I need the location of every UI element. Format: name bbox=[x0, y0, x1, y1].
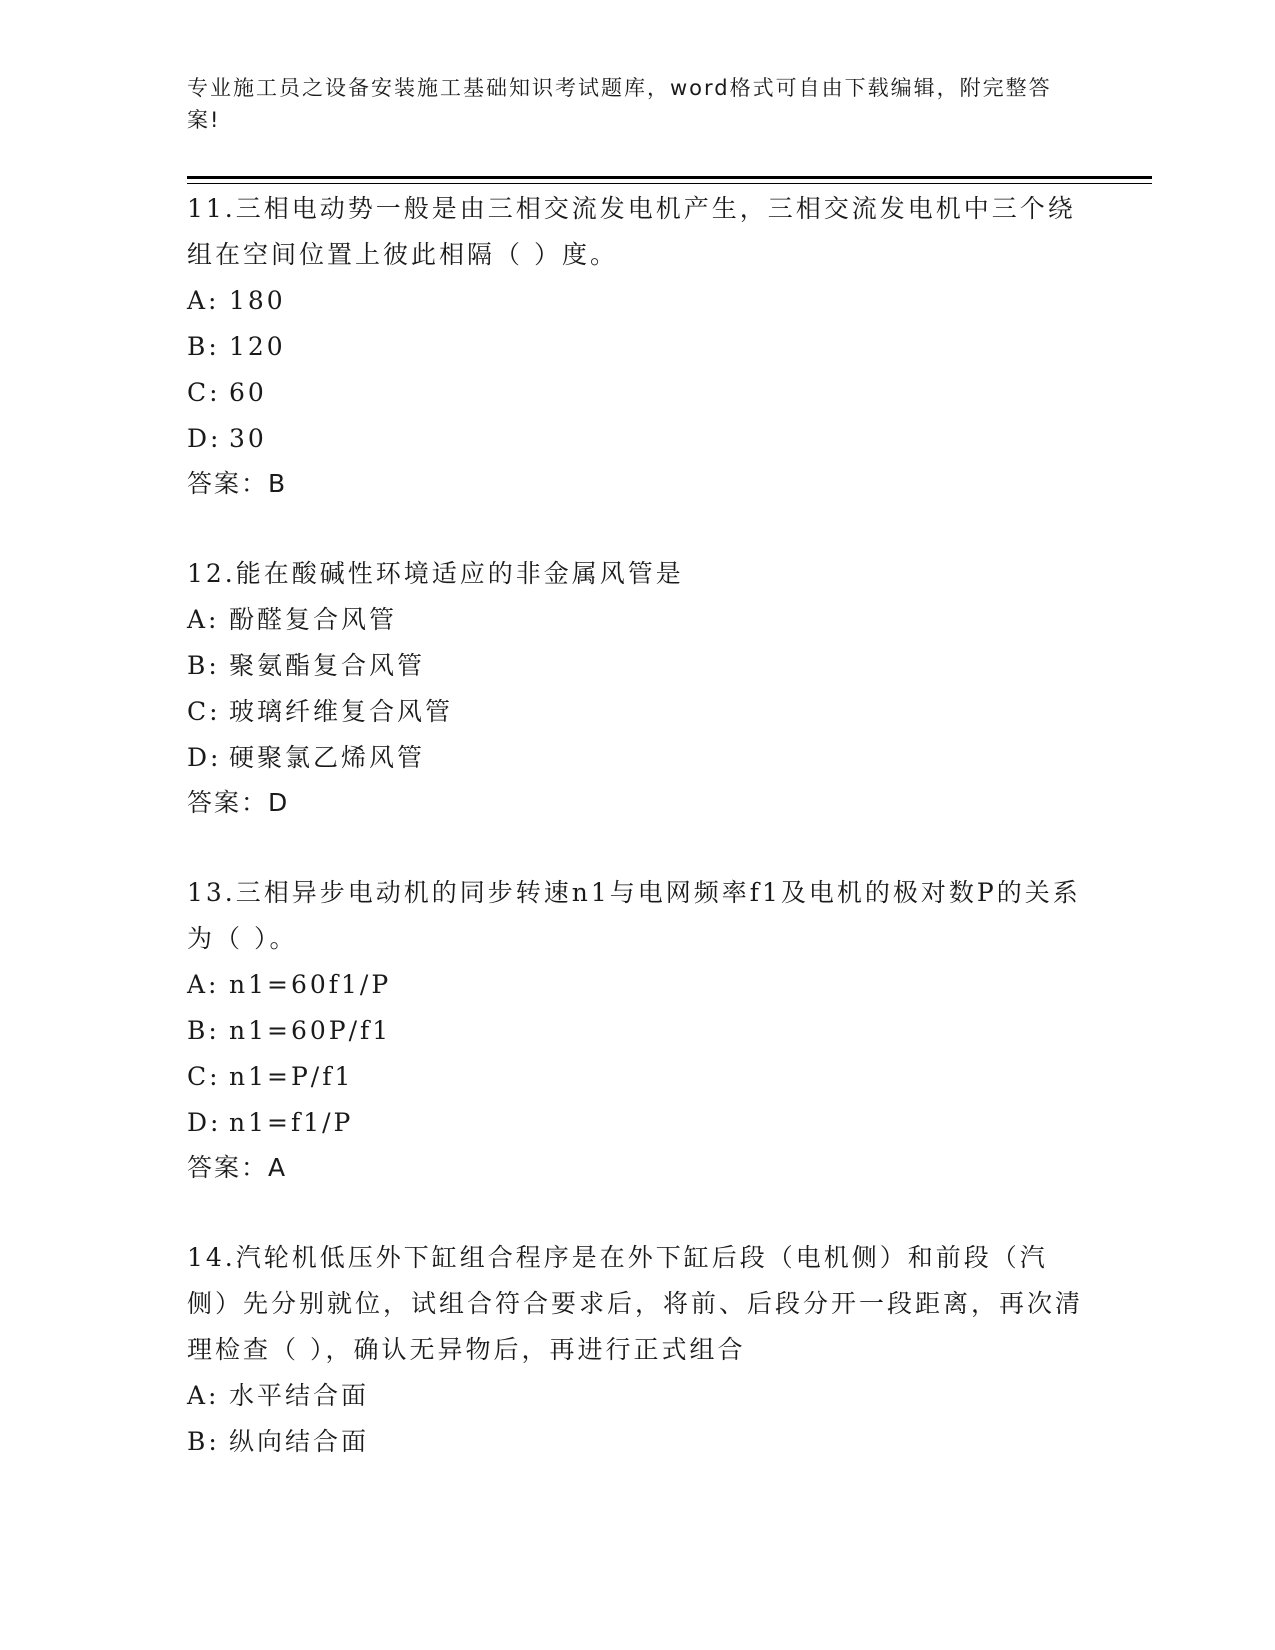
option-b bbox=[187, 1008, 1087, 1054]
option-text: 聚氨酯复合风管 bbox=[229, 651, 426, 680]
option-letter: A: bbox=[187, 1381, 220, 1410]
option-c bbox=[187, 689, 1087, 735]
question-stem: 11.三相电动势一般是由三相交流发电机产生，三相交流发电机中三个绕组在空间位置上彼此相隔（ ）度。 bbox=[187, 194, 1076, 269]
header-rule-thin bbox=[187, 183, 1152, 184]
option-letter: D: bbox=[187, 1108, 222, 1137]
option-text: 120 bbox=[229, 332, 286, 361]
answer-line: 答案：B bbox=[187, 469, 288, 498]
option-b bbox=[187, 1419, 1087, 1465]
question-stem: 14.汽轮机低压外下缸组合程序是在外下缸后段（电机侧）和前段（汽侧）先分别就位，试组合符合要求后，将前、后段分开一段距离，再次清理检查（ ），确认无异物后，再进行正式组合 bbox=[187, 1243, 1084, 1364]
option-a bbox=[187, 1373, 1087, 1419]
option-text: 硬聚氯乙烯风管 bbox=[229, 743, 426, 772]
option-letter: C: bbox=[187, 697, 221, 726]
option-a bbox=[187, 278, 1087, 324]
option-letter: B: bbox=[187, 332, 220, 361]
option-text: 180 bbox=[229, 286, 286, 315]
option-text: n1=f1/P bbox=[229, 1108, 354, 1137]
option-a bbox=[187, 597, 1087, 643]
option-text: n1=P/f1 bbox=[229, 1062, 354, 1091]
option-letter: D: bbox=[187, 743, 222, 772]
option-letter: B: bbox=[187, 1016, 220, 1045]
option-letter: C: bbox=[187, 378, 221, 407]
option-text: 酚醛复合风管 bbox=[229, 605, 398, 634]
answer-line: 答案：A bbox=[187, 1153, 288, 1182]
question-11 bbox=[187, 186, 1087, 506]
question-14 bbox=[187, 1235, 1087, 1465]
option-text: 水平结合面 bbox=[229, 1381, 370, 1410]
option-text: n1=60f1/P bbox=[229, 970, 392, 999]
option-d bbox=[187, 735, 1087, 781]
option-text: 60 bbox=[229, 378, 267, 407]
question-stem: 12.能在酸碱性环境适应的非金属风管是 bbox=[187, 559, 684, 588]
option-text: 纵向结合面 bbox=[229, 1427, 370, 1456]
option-letter: A: bbox=[187, 286, 220, 315]
question-list bbox=[187, 186, 1087, 1510]
option-letter: A: bbox=[187, 605, 220, 634]
document-header: 专业施工员之设备安装施工基础知识考试题库，word格式可自由下载编辑，附完整答案! bbox=[187, 76, 1052, 132]
option-c bbox=[187, 1054, 1087, 1100]
option-letter: A: bbox=[187, 970, 220, 999]
question-stem: 13.三相异步电动机的同步转速n1与电网频率f1及电机的极对数P的关系为（ ）。 bbox=[187, 878, 1081, 953]
option-d bbox=[187, 1100, 1087, 1146]
option-b bbox=[187, 324, 1087, 370]
question-13 bbox=[187, 870, 1087, 1190]
option-c bbox=[187, 370, 1087, 416]
option-text: n1=60P/f1 bbox=[229, 1016, 392, 1045]
option-letter: B: bbox=[187, 1427, 220, 1456]
option-letter: C: bbox=[187, 1062, 221, 1091]
option-a bbox=[187, 962, 1087, 1008]
option-d bbox=[187, 416, 1087, 462]
header-rule-thick bbox=[187, 176, 1152, 179]
option-letter: B: bbox=[187, 651, 220, 680]
question-12 bbox=[187, 551, 1087, 825]
option-text: 玻璃纤维复合风管 bbox=[229, 697, 454, 726]
answer-line: 答案：D bbox=[187, 788, 290, 817]
option-letter: D: bbox=[187, 424, 222, 453]
option-text: 30 bbox=[229, 424, 267, 453]
option-b bbox=[187, 643, 1087, 689]
